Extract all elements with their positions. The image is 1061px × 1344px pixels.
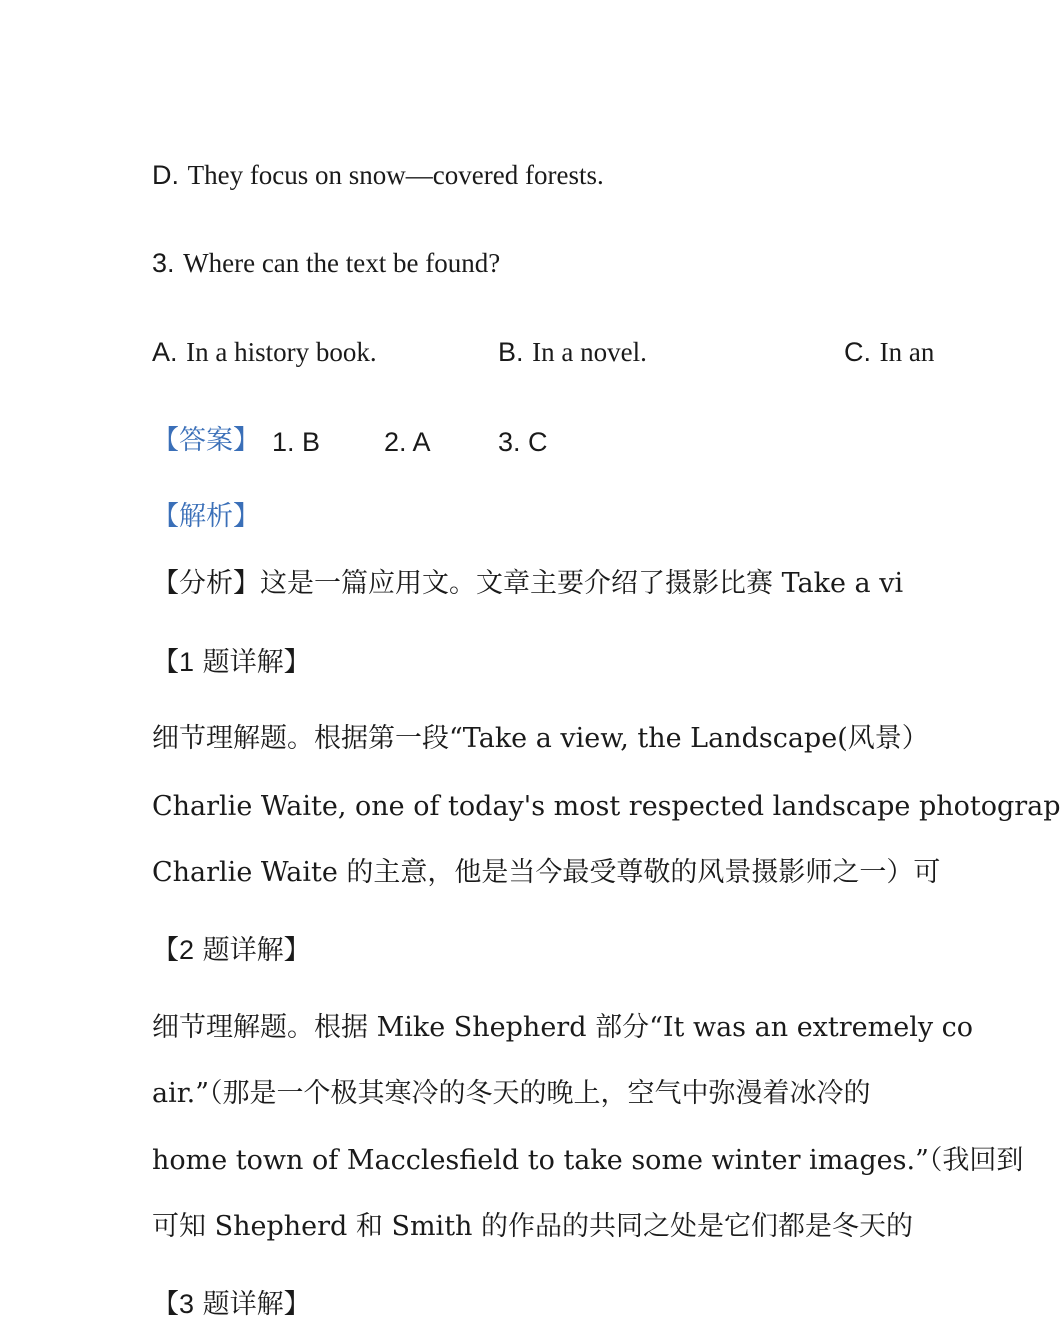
heading-text: 题详解】	[194, 935, 311, 966]
q3-question	[152, 246, 500, 281]
heading-text: 题详解】	[194, 1289, 311, 1320]
heading-number: 1	[179, 647, 195, 677]
detail1-line-2: Charlie Waite, one of today's most respected landscape photograp	[152, 791, 1061, 822]
option-text: In an	[879, 337, 935, 367]
detail2-line-2: air.”（那是一个极其寒冷的冬天的晚上，空气中弥漫着冰冷的	[152, 1078, 871, 1109]
detail2-heading	[152, 933, 311, 968]
q3-option-c	[844, 335, 934, 370]
question-text: Where can the text be found?	[183, 248, 501, 278]
q3-option-b	[498, 335, 647, 370]
heading-bracket: 【	[152, 647, 179, 678]
detail1-heading	[152, 645, 311, 680]
answer-item-1: 1. B	[272, 427, 321, 457]
overview-line	[152, 567, 903, 601]
detail1-line-3: Charlie Waite 的主意，他是当今最受尊敬的风景摄影师之一）可	[152, 857, 941, 888]
answer-item-3: 3. C	[498, 427, 548, 457]
q2-option-d	[152, 158, 604, 193]
detail3-heading	[152, 1287, 311, 1322]
heading-number: 2	[179, 935, 195, 965]
heading-bracket: 【	[152, 935, 179, 966]
detail1-line-1: 细节理解题。根据第一段“Take a view, the Landscape(风景）	[152, 723, 929, 754]
option-text: They focus on snow—covered forests.	[187, 160, 604, 190]
overview-label: 【分析】	[152, 568, 260, 599]
analysis-label: 【解析】	[152, 501, 260, 532]
overview-text: 这是一篇应用文。文章主要介绍了摄影比赛 Take a vi	[260, 568, 904, 599]
heading-number: 3	[179, 1289, 195, 1319]
detail2-line-4: 可知 Shepherd 和 Smith 的作品的共同之处是它们都是冬天的	[152, 1211, 914, 1242]
answer-label: 【答案】	[152, 425, 260, 456]
detail2-line-3: home town of Macclesfield to take some winter images.”（我回到	[152, 1145, 1024, 1176]
option-letter: A.	[152, 337, 178, 367]
detail2-line-1: 细节理解题。根据 Mike Shepherd 部分“It was an extremely co	[152, 1012, 974, 1043]
heading-bracket: 【	[152, 1289, 179, 1320]
option-letter: C.	[844, 337, 871, 367]
option-letter: B.	[498, 337, 524, 367]
question-number: 3.	[152, 248, 175, 278]
answer-item-2: 2. A	[384, 427, 431, 457]
option-text: In a novel.	[532, 337, 647, 367]
option-text: In a history book.	[186, 337, 377, 367]
option-letter: D.	[152, 160, 179, 190]
q3-option-a	[152, 335, 377, 370]
heading-text: 题详解】	[194, 647, 311, 678]
